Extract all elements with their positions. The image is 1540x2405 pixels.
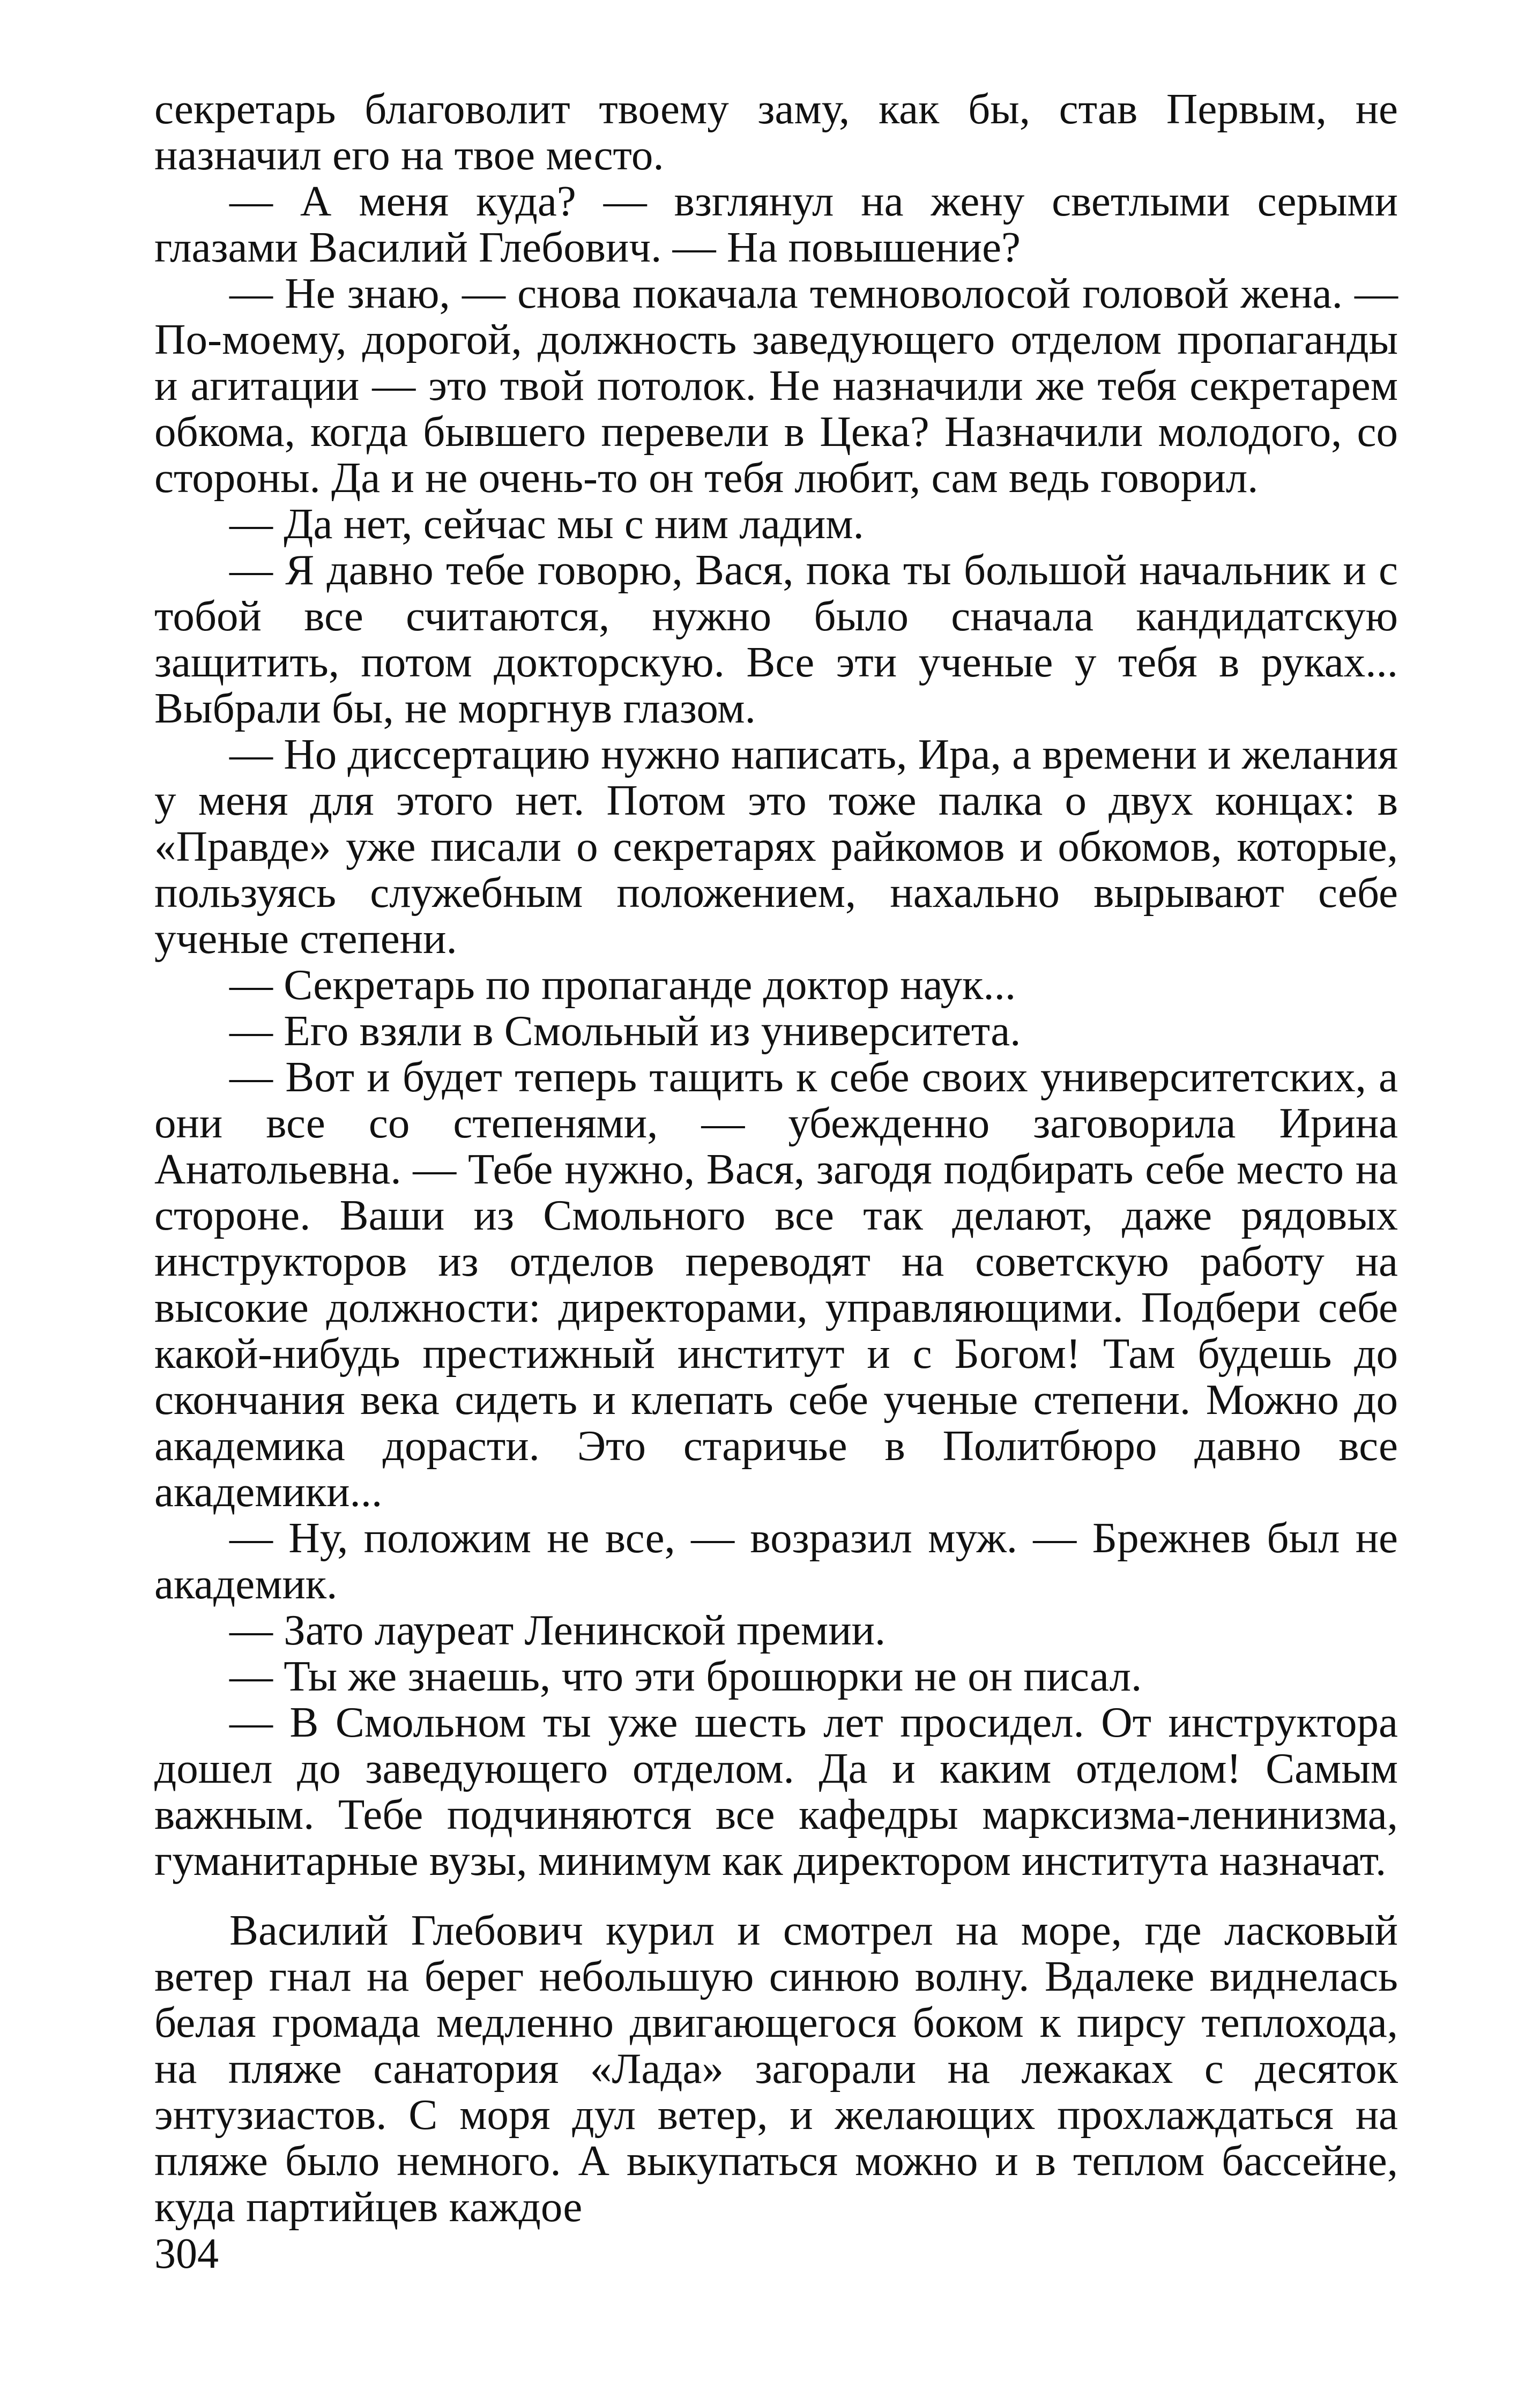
paragraph: — Вот и будет теперь тащить к себе своих университетских, а они все со степенями, — убежденно заговорила Ирина Анатольевна. — Тебе нужно, Вася, загодя подбирать себе место на стороне. Ваши из Смольного все так делают, даже рядовых инструкторов из отделов переводят на советскую работу на высокие должности: директорами, управляющими. Подбери себе какой-нибудь престижный институт и с Богом! Там будешь до скончания века сидеть и клепать себе ученые степени. Можно до академика дорасти. Это старичье в Политбюро давно все академики... <box>154 1053 1398 1516</box>
page-body <box>154 86 1398 2230</box>
paragraph: — Зато лауреат Ленинской премии. <box>229 1606 886 1654</box>
paragraph: — Я давно тебе говорю, Вася, пока ты большой начальник и с тобой все считаются, нужно было сначала кандидатскую защитить, потом докторскую. Все эти ученые у тебя в руках... Выбрали бы, не моргнув глазом. <box>154 546 1398 732</box>
paragraph: — Его взяли в Смольный из университета. <box>229 1007 1021 1055</box>
paragraph: — А меня куда? — взглянул на жену светлыми серыми глазами Василий Глебович. — На повышение? <box>154 177 1398 271</box>
paragraph: — Ты же знаешь, что эти брошюрки не он писал. <box>229 1652 1142 1700</box>
paragraph: — Секретарь по пропаганде доктор наук... <box>229 960 1016 1009</box>
paragraph: — Не знаю, — снова покачала темноволосой головой жена. — По-моему, дорогой, должность заведующего отделом пропаганды и агитации — это твой потолок. Не назначили же тебя секретарем обкома, когда бывшего перевели в Цека? Назначили молодого, со стороны. Да и не очень-то он тебя любит, сам ведь говорил. <box>154 269 1398 502</box>
paragraph: — Ну, положим не все, — возразил муж. — Брежнев был не академик. <box>154 1514 1398 1608</box>
paragraph: Василий Глебович курил и смотрел на море, где ласковый ветер гнал на берег небольшую синюю волну. Вдалеке виднелась белая громада медленно двигающегося боком к пирсу теплохода, на пляже санатория «Лада» загорали на лежаках с десяток энтузиастов. С моря дул ветер, и желающих прохлаждаться на пляже было немного. А выкупаться можно и в теплом бассейне, куда партийцев каждое <box>154 1906 1398 2231</box>
paragraph: — Да нет, сейчас мы с ним ладим. <box>229 500 864 548</box>
page-number: 304 <box>154 2230 219 2277</box>
paragraph: — В Смольном ты уже шесть лет просидел. От инструктора дошел до заведующего отделом. Да и каким отделом! Самым важным. Тебе подчиняются все кафедры марксизма-ленинизма, гуманитарные вузы, минимум как директором института назначат. <box>154 1698 1398 1885</box>
paragraph-continuation: секретарь благоволит твоему заму, как бы, став Первым, не назначил его на твое место. <box>154 85 1398 179</box>
paragraph: — Но диссертацию нужно написать, Ира, а времени и желания у меня для этого нет. Потом это тоже палка о двух концах: в «Правде» уже писали о секретарях райкомов и обкомов, которые, пользуясь служебным положением, нахально вырывают себе ученые степени. <box>154 730 1398 963</box>
